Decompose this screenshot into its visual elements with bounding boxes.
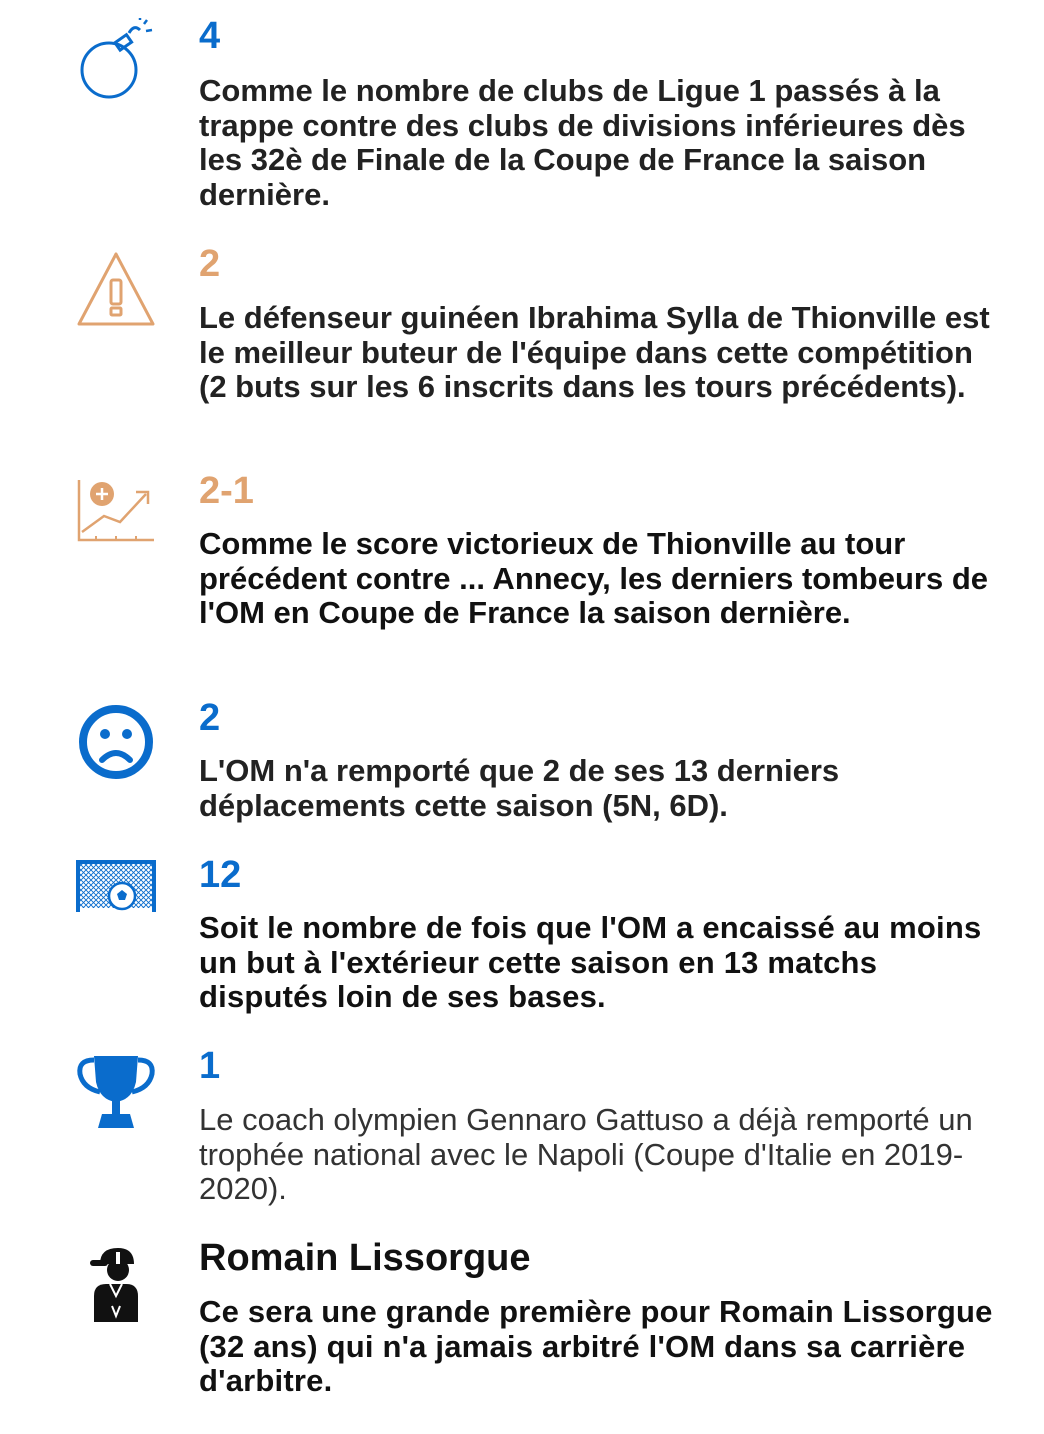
stat-description: L'OM n'a remporté que 2 de ses 13 derniers déplacements cette saison (5N, 6D).	[199, 753, 840, 823]
referee-name: Romain Lissorgue	[199, 1237, 531, 1279]
stat-title: 1	[199, 1045, 221, 1087]
stat-description: Comme le nombre de clubs de Ligue 1 passés à la trappe contre des clubs de divisions inférieures dès les 32è de Finale de la Coupe de France la saison dernière.	[199, 73, 966, 212]
stat-title: 4	[199, 15, 221, 57]
warning-icon	[76, 250, 156, 328]
referee-icon	[88, 1246, 144, 1324]
sad-face-icon	[78, 704, 154, 780]
stat-description: Le défenseur guinéen Ibrahima Sylla de Thionville est le meilleur buteur de l'équipe dans cette compétition (2 buts sur les 6 inscrits dans les tours précédents).	[199, 300, 990, 404]
stat-description: Soit le nombre de fois que l'OM a encaissé au moins un but à l'extérieur cette saison en 13 matchs disputés loin de ses bases.	[199, 910, 982, 1014]
stat-title: 2-1	[199, 470, 254, 512]
trophy-icon	[76, 1052, 156, 1130]
stat-description: Le coach olympien Gennaro Gattuso a déjà remporté un trophée national avec le Napoli (Coupe d'Italie en 2019-2020).	[199, 1102, 973, 1206]
bomb-icon	[74, 18, 156, 104]
growth-chart-icon	[76, 478, 156, 544]
stat-description: Comme le score victorieux de Thionville au tour précédent contre ... Annecy, les derniers tombeurs de l'OM en Coupe de France la saison dernière.	[199, 526, 989, 630]
stat-title: 12	[199, 854, 242, 896]
goal-net-icon	[76, 860, 156, 914]
stat-description: Ce sera une grande première pour Romain Lissorgue (32 ans) qui n'a jamais arbitré l'OM dans sa carrière d'arbitre.	[199, 1294, 993, 1398]
stat-title: 2	[199, 697, 221, 739]
stat-title: 2	[199, 243, 221, 285]
